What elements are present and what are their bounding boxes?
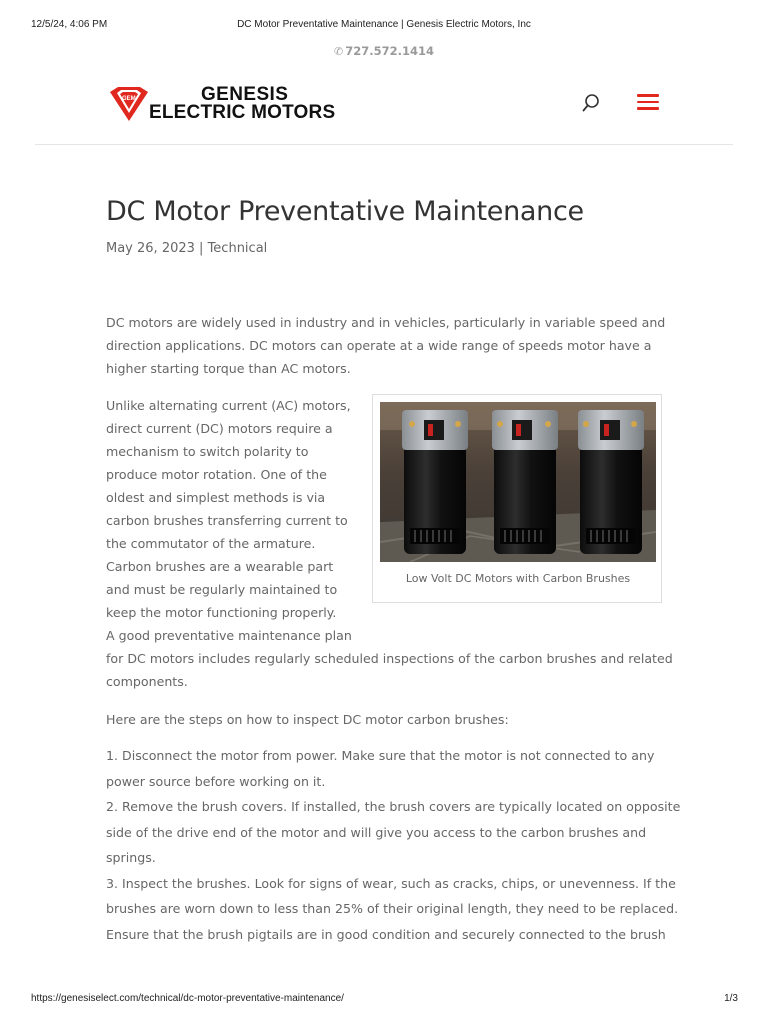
post-date: May 26, 2023 [106, 241, 195, 256]
body-line: components. [106, 674, 188, 689]
motor-figure [372, 394, 662, 603]
post-meta [106, 241, 267, 256]
list-item [106, 794, 681, 871]
step-line: brushes are worn down to less than 25% of their original length, they need to be replaced. [106, 901, 679, 916]
step-line: 2. Remove the brush covers. If installed, the brush covers are typically located on opposite [106, 799, 681, 814]
print-url: https://genesiselect.com/technical/dc-motor-preventative-maintenance/ [31, 993, 344, 1004]
list-item [106, 743, 676, 794]
motor-photo[interactable] [380, 402, 656, 562]
hamburger-menu-icon [637, 94, 659, 97]
logo-text-line1: GENESIS [201, 84, 289, 105]
body-line: produce motor rotation. One of the [106, 467, 327, 482]
post-title: DC Motor Preventative Maintenance [106, 196, 584, 227]
site-logo[interactable] [108, 85, 368, 125]
logo-text-line2: ELECTRIC MOTORS [149, 102, 336, 123]
print-page-title: DC Motor Preventative Maintenance | Genesis Electric Motors, Inc [237, 19, 531, 30]
header-divider [35, 144, 733, 145]
body-line: keep the motor functioning properly. [106, 605, 337, 620]
steps-intro: Here are the steps on how to inspect DC motor carbon brushes: [106, 712, 509, 727]
search-button[interactable] [580, 92, 602, 114]
logo-mark-letters: GEM [122, 96, 136, 102]
steps-list [106, 743, 681, 947]
body-line: carbon brushes transferring current to [106, 513, 348, 528]
body-line: Carbon brushes are a wearable part [106, 559, 334, 574]
body-line: oldest and simplest methods is via [106, 490, 326, 505]
figure-caption: Low Volt DC Motors with Carbon Brushes [405, 572, 631, 585]
phone-icon: ✆ [334, 45, 344, 58]
phone-number: 727.572.1414 [345, 44, 434, 58]
hamburger-menu-button[interactable] [637, 94, 659, 112]
print-page-number: 1/3 [724, 993, 738, 1004]
print-datetime: 12/5/24, 4:06 PM [31, 19, 108, 30]
body-line: Unlike alternating current (AC) motors, [106, 398, 351, 413]
step-line: Ensure that the brush pigtails are in good condition and securely connected to the brush [106, 926, 666, 942]
step-line: 1. Disconnect the motor from power. Make sure that the motor is not connected to any [106, 748, 655, 763]
logo-mark-icon [108, 86, 150, 122]
search-icon [580, 92, 602, 114]
body-line: and must be regularly maintained to [106, 582, 338, 597]
meta-separator: | [199, 241, 204, 256]
post-category-link[interactable]: Technical [207, 241, 268, 256]
body-line: mechanism to switch polarity to [106, 444, 309, 459]
body-line: direct current (DC) motors require a [106, 421, 333, 436]
phone-link[interactable] [0, 44, 768, 58]
list-item [106, 871, 679, 948]
step-line: springs. [106, 850, 156, 865]
intro-line: higher starting torque than AC motors. [106, 361, 351, 376]
step-line: power source before working on it. [106, 773, 326, 789]
step-line: 3. Inspect the brushes. Look for signs of wear, such as cracks, chips, or unevenness. If the [106, 875, 676, 891]
step-line: side of the drive end of the motor and will give you access to the carbon brushes and [106, 824, 647, 840]
intro-paragraph [106, 311, 676, 380]
body-line: A good preventative maintenance plan [106, 628, 352, 643]
intro-line: direction applications. DC motors can operate at a wide range of speeds motor have a [106, 338, 652, 353]
body-line: the commutator of the armature. [106, 536, 316, 551]
intro-line: DC motors are widely used in industry and in vehicles, particularly in variable speed and [106, 315, 666, 330]
dc-motors-image [380, 402, 656, 562]
body-line: for DC motors includes regularly scheduled inspections of the carbon brushes and related [106, 651, 673, 666]
